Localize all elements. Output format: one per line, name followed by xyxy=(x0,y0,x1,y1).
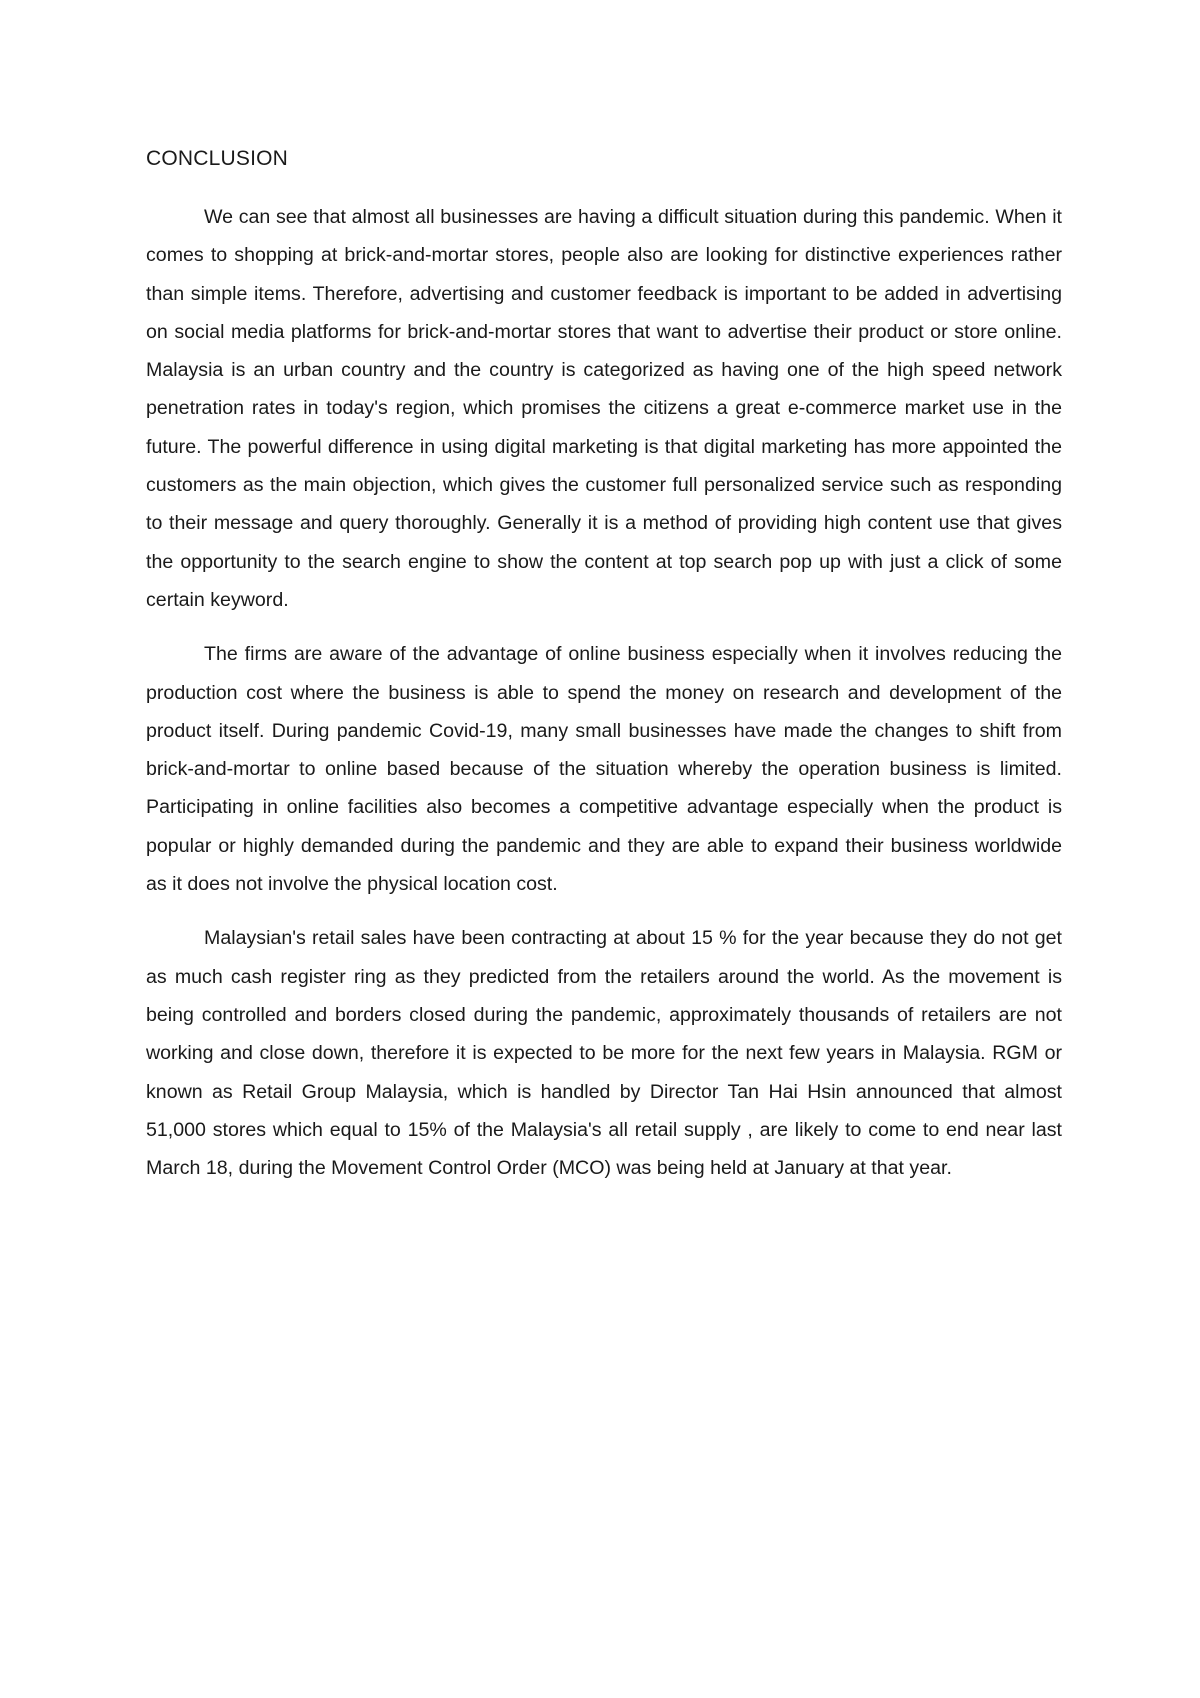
document-page xyxy=(146,142,1062,1203)
paragraph-1: We can see that almost all businesses are having a difficult situation during this pandemic. When it comes to shopping at brick-and-mortar stores, people also are looking for distinctive experiences rather than simple items. Therefore, advertising and customer feedback is important to be added in advertising on social media platforms for brick-and-mortar stores that want to advertise their product or store online. Malaysia is an urban country and the country is categorized as having one of the high speed network penetration rates in today's region, which promises the citizens a great e-commerce market use in the future. The powerful difference in using digital marketing is that digital marketing has more appointed the customers as the main objection, which gives the customer full personalized service such as responding to their message and query thoroughly. Generally it is a method of providing high content use that gives the opportunity to the search engine to show the content at top search pop up with just a click of some certain keyword. xyxy=(146,206,1062,611)
section-heading: CONCLUSION xyxy=(146,147,289,170)
paragraph-2: The firms are aware of the advantage of online business especially when it involves reducing the production cost where the business is able to spend the money on research and development of the product itself. During pandemic Covid-19, many small businesses have made the changes to shift from brick-and-mortar to online based because of the situation whereby the operation business is limited. Participating in online facilities also becomes a competitive advantage especially when the product is popular or highly demanded during the pandemic and they are able to expand their business worldwide as it does not involve the physical location cost. xyxy=(146,643,1062,896)
paragraph-3: Malaysian's retail sales have been contracting at about 15 % for the year because they do not get as much cash register ring as they predicted from the retailers around the world. As the movement is being controlled and borders closed during the pandemic, approximately thousands of retailers are not working and close down, therefore it is expected to be more for the next few years in Malaysia. RGM or known as Retail Group Malaysia, which is handled by Director Tan Hai Hsin announced that almost 51,000 stores which equal to 15% of the Malaysia's all retail supply , are likely to come to end near last March 18, during the Movement Control Order (MCO) was being held at January at that year. xyxy=(146,927,1062,1180)
